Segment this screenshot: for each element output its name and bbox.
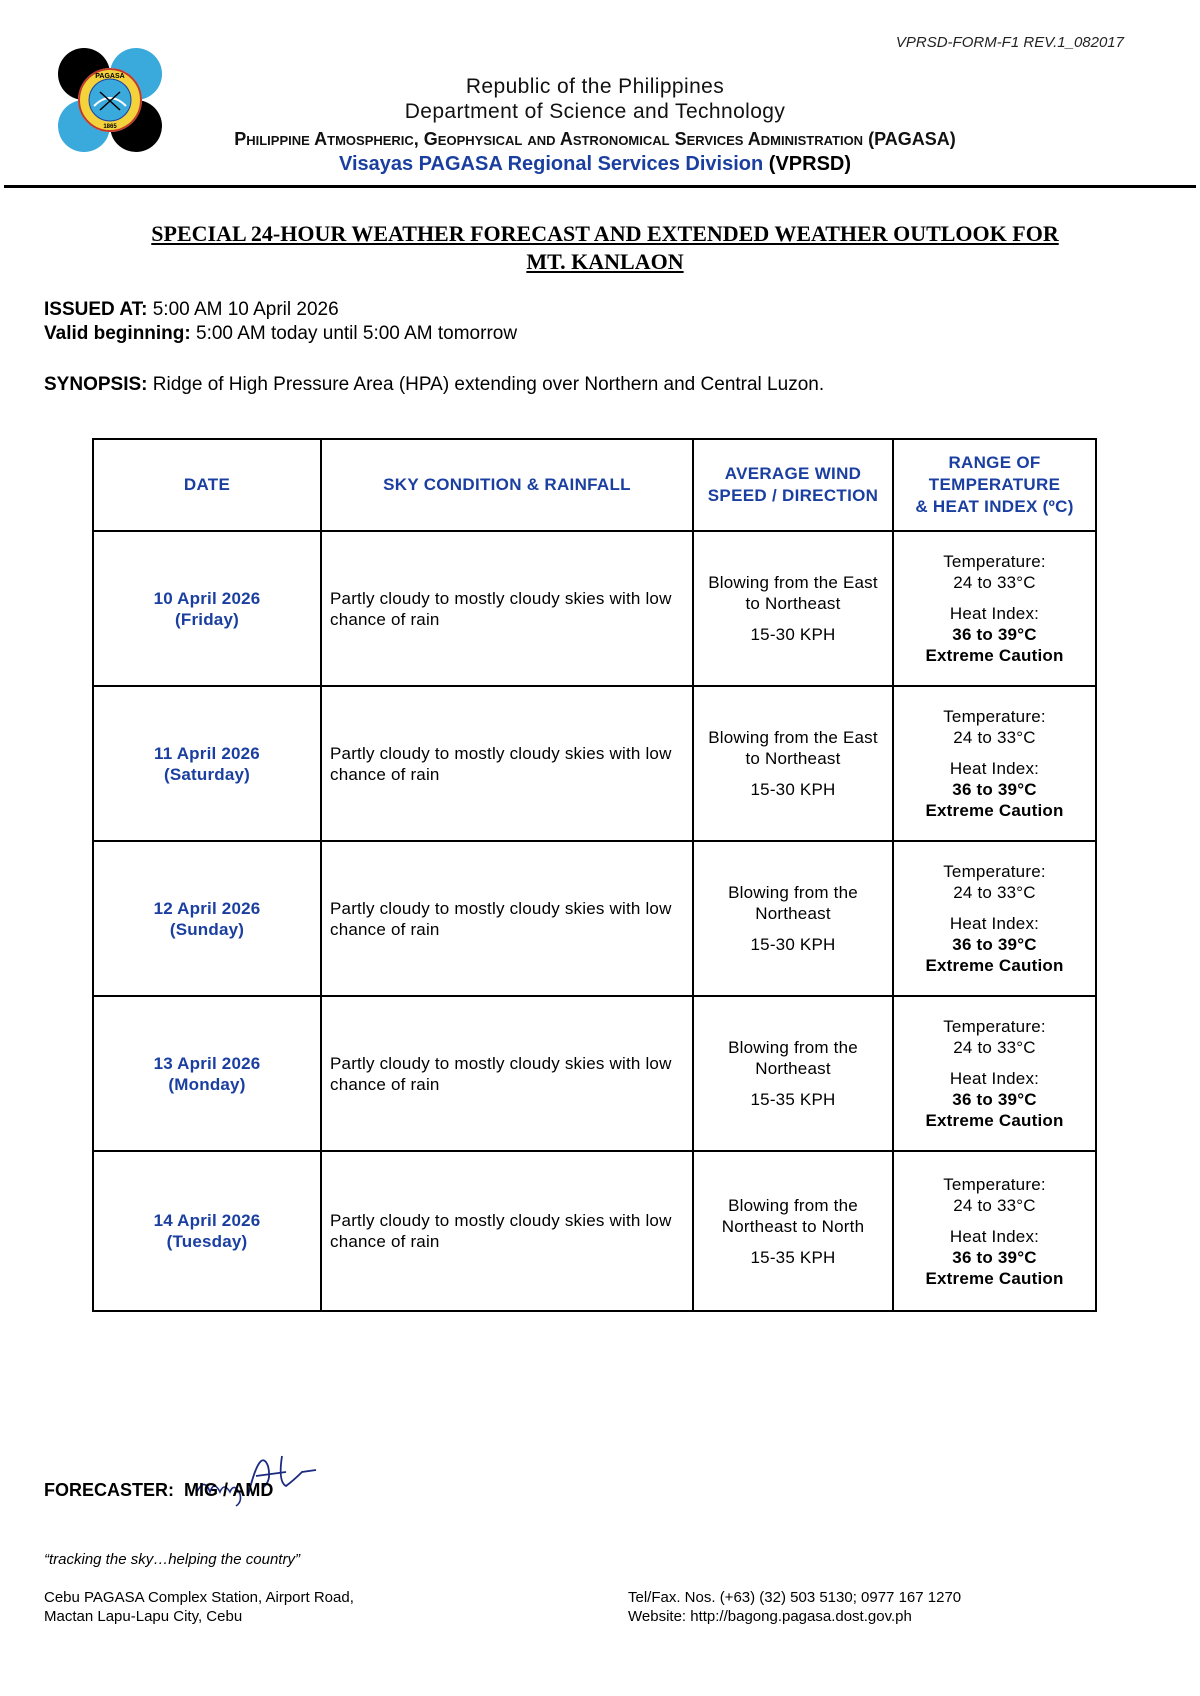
date-cell [93,686,321,841]
row-wind-1: Blowing from the East [708,573,878,592]
temp-cell [893,841,1096,996]
row-date: 11 April 2026 [154,743,260,763]
header-wind-1: AVERAGE WIND [724,464,862,483]
agency-abbr: (PAGASA) [868,129,956,149]
row-hi-label: Heat Index: [949,914,1040,933]
row-hi-value: 36 to 39°C [952,935,1037,954]
row-temp-value: 24 to 33°C [953,1038,1036,1057]
row-day: (Saturday) [163,764,251,784]
row-hi-level: Extreme Caution [925,1268,1064,1288]
row-sky-2: chance of rain [330,1232,440,1251]
letterhead [180,74,1010,176]
row-wind-speed: 15-35 KPH [750,1247,836,1267]
issued-value: 5:00 AM 10 April 2026 [152,299,339,320]
row-date: 13 April 2026 [153,1053,261,1073]
row-sky-2: chance of rain [330,764,440,784]
spacer [894,748,1095,758]
forecaster-value: MIG / AMD [184,1480,274,1500]
sky-cell [321,996,693,1151]
row-wind-1: Blowing from the [728,1038,858,1057]
row-hi-level: Extreme Caution [925,801,1064,820]
row-date: 14 April 2026 [153,1211,261,1230]
row-temp-label: Temperature: [943,862,1046,881]
logo-text: PAGASA [95,73,125,80]
tagline: “tracking the sky…helping the country” [44,1551,300,1568]
spacer [894,593,1095,603]
division-name: Visayas PAGASA Regional Services Division [338,153,764,175]
row-wind-2: to Northeast [745,594,841,613]
spacer [694,1237,892,1247]
contact-website: Website: http://bagong.pagasa.dost.gov.ph [628,1608,912,1625]
forecast-table [92,438,1097,1312]
address-line-1: Cebu PAGASA Complex Station, Airport Road, [44,1589,354,1606]
synopsis-value: Ridge of High Pressure Area (HPA) extending over Northern and Central Luzon. [152,374,825,395]
row-hi-value: 36 to 39°C [952,625,1037,644]
row-temp-label: Temperature: [943,707,1046,726]
row-day: (Sunday) [169,919,245,939]
row-wind-speed: 15-35 KPH [750,1090,836,1109]
row-temp-value: 24 to 33°C [953,883,1036,902]
date-cell [93,1151,321,1311]
row-hi-level: Extreme Caution [925,646,1064,665]
header-republic: Republic of the Philippines [465,75,725,98]
agency-name: Philippine Atmospheric, Geophysical and Astronomical Services Administration [234,129,864,149]
forecaster-line [44,1480,273,1501]
row-sky-1: Partly cloudy to mostly cloudy skies with low [330,743,672,763]
row-wind-2: Northeast [755,904,831,923]
row-wind-speed: 15-30 KPH [750,780,836,799]
sky-cell [321,686,693,841]
logo-year: 1865 [103,124,117,130]
row-wind-1: Blowing from the [728,883,858,902]
date-cell [93,996,321,1151]
row-wind-speed: 15-30 KPH [750,935,836,954]
row-wind-1: Blowing from the [728,1195,858,1215]
row-day: (Monday) [168,1074,246,1094]
table-row [93,686,1096,841]
address-line-2: Mactan Lapu-Lapu City, Cebu [44,1608,243,1625]
row-wind-2: Northeast to North [721,1216,865,1236]
row-sky-2: chance of rain [330,609,440,629]
wind-cell [693,531,893,686]
table-row [93,841,1096,996]
header-temp-1: RANGE OF [948,453,1041,472]
header-department: Department of Science and Technology [404,100,786,123]
header-date: DATE [93,439,321,531]
title-line-1: SPECIAL 24-HOUR WEATHER FORECAST AND EXTENDED WEATHER OUTLOOK FOR [151,221,1059,246]
temp-cell [893,996,1096,1151]
wind-cell [693,686,893,841]
date-cell [93,531,321,686]
table-header-row [93,439,1096,531]
contact-tel: Tel/Fax. Nos. (+63) (32) 503 5130; 0977 167 1270 [628,1589,962,1606]
row-day: (Tuesday) [166,1232,248,1251]
header-wind [693,439,893,531]
header-temp [893,439,1096,531]
header-agency [180,126,1010,152]
wind-cell [693,841,893,996]
row-temp-label: Temperature: [943,552,1046,571]
header-wind-2: SPEED / DIRECTION [707,486,879,505]
sky-cell [321,841,693,996]
row-hi-level: Extreme Caution [925,1111,1064,1130]
row-temp-value: 24 to 33°C [953,728,1036,747]
signature [190,1436,330,1516]
row-hi-label: Heat Index: [949,759,1040,778]
header-temp-2: TEMPERATURE [928,475,1061,494]
row-hi-value: 36 to 39°C [952,1247,1037,1267]
header-divider [4,185,1196,188]
wind-cell [693,1151,893,1311]
header-temp-3: & HEAT INDEX (ºC) [915,497,1074,516]
spacer [694,924,892,934]
table-row [93,531,1096,686]
row-temp-value: 24 to 33°C [953,573,1036,592]
row-day: (Friday) [175,609,239,629]
footer-contact [628,1588,961,1626]
row-wind-1: Blowing from the East [708,728,878,747]
spacer [694,769,892,779]
document-title [80,220,1130,276]
division-abbr: (VPRSD) [768,153,852,175]
row-date: 12 April 2026 [153,898,261,918]
row-sky-2: chance of rain [330,919,440,939]
row-sky-1: Partly cloudy to mostly cloudy skies with low [330,1053,672,1073]
header-sky: SKY CONDITION & RAINFALL [321,439,693,531]
temp-cell [893,1151,1096,1311]
row-date: 10 April 2026 [153,588,261,608]
table-row [93,1151,1096,1311]
valid-value: 5:00 AM today until 5:00 AM tomorrow [196,323,518,344]
pagasa-logo [50,40,170,160]
row-hi-label: Heat Index: [949,604,1040,623]
sky-cell [321,1151,693,1311]
row-hi-value: 36 to 39°C [952,780,1037,799]
spacer [894,1058,1095,1068]
forecaster-label: FORECASTER: [44,1480,174,1500]
sky-cell [321,531,693,686]
row-sky-1: Partly cloudy to mostly cloudy skies with low [330,1211,672,1230]
row-wind-2: to Northeast [745,749,841,768]
valid-label: Valid beginning: [44,323,191,344]
temp-cell [893,531,1096,686]
row-sky-1: Partly cloudy to mostly cloudy skies with low [330,588,672,608]
row-temp-label: Temperature: [943,1174,1046,1194]
title-line-2: MT. KANLAON [526,249,684,274]
spacer [694,1079,892,1089]
table-row [93,996,1096,1151]
spacer [894,903,1095,913]
row-temp-value: 24 to 33°C [953,1195,1036,1215]
form-code: VPRSD-FORM-F1 REV.1_082017 [895,34,1124,51]
temp-cell [893,686,1096,841]
spacer [694,614,892,624]
row-hi-label: Heat Index: [949,1069,1040,1088]
row-wind-speed: 15-30 KPH [750,625,836,644]
row-sky-2: chance of rain [330,1074,440,1094]
header-division [180,152,1010,176]
row-hi-label: Heat Index: [949,1226,1040,1246]
row-hi-value: 36 to 39°C [952,1090,1037,1109]
synopsis-line [44,373,824,397]
row-sky-1: Partly cloudy to mostly cloudy skies with low [330,898,672,918]
synopsis-label: SYNOPSIS: [44,374,148,395]
valid-line [44,322,517,346]
footer-address [44,1588,354,1626]
row-wind-2: Northeast [755,1059,831,1078]
issued-line [44,298,339,322]
row-hi-level: Extreme Caution [925,956,1064,975]
wind-cell [693,996,893,1151]
date-cell [93,841,321,996]
row-temp-label: Temperature: [943,1017,1046,1036]
spacer [894,1216,1095,1226]
issued-label: ISSUED AT: [44,299,148,320]
